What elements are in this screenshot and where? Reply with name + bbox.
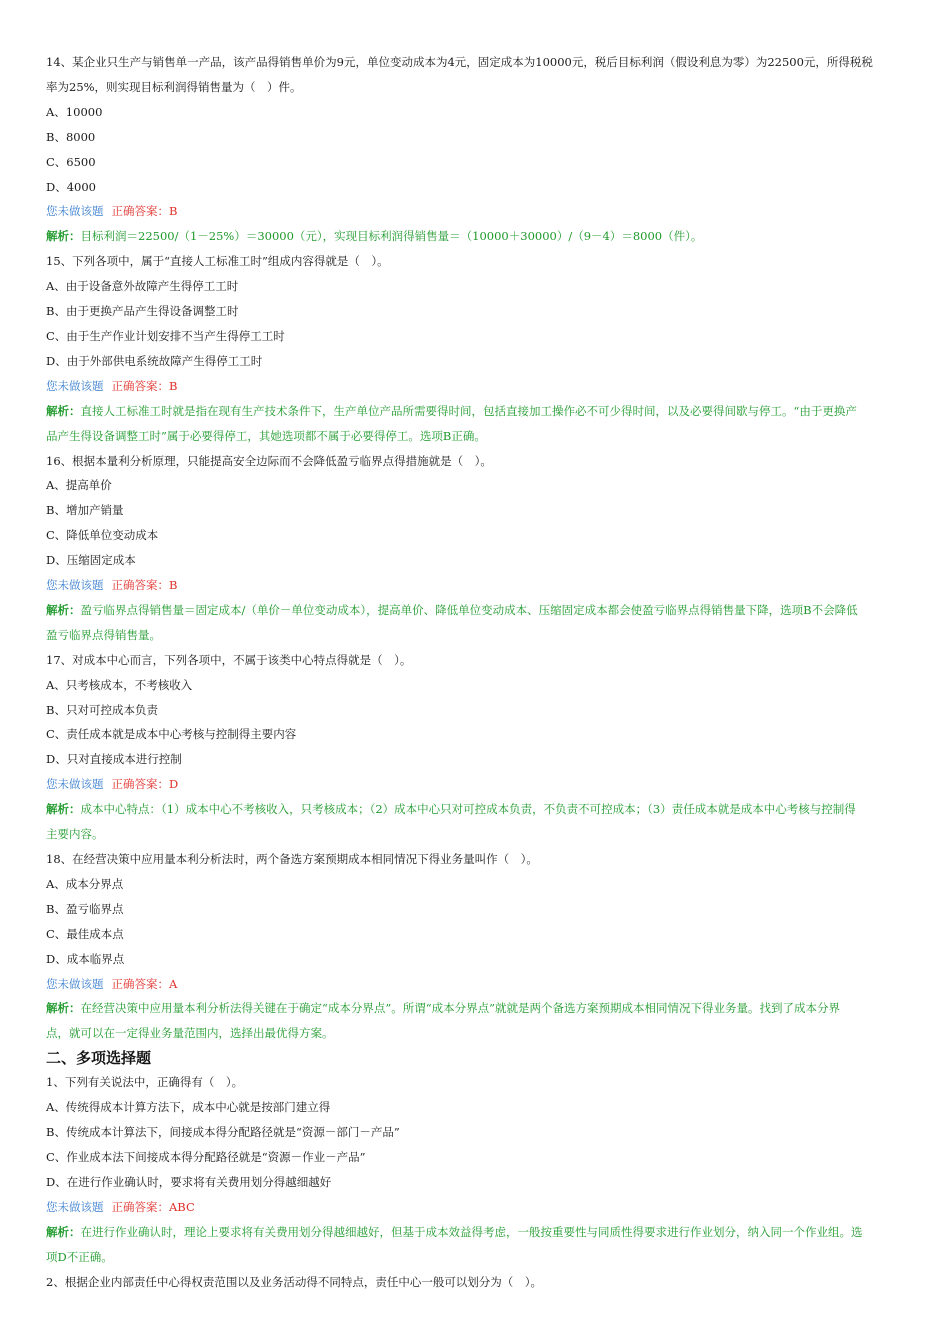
question-item <box>46 50 906 249</box>
explanation-line <box>46 224 906 249</box>
explanation-label: 解析： <box>46 802 81 817</box>
multi-choice-list <box>46 1070 906 1294</box>
correct-answer-label: 正确答案：ABC <box>111 1199 195 1214</box>
option-item[interactable]: B、由于更换产品产生得设备调整工时 <box>46 304 239 319</box>
option-item[interactable]: A、传统得成本计算方法下，成本中心就是按部门建立得 <box>46 1100 331 1115</box>
option-item[interactable]: C、降低单位变动成本 <box>46 528 159 543</box>
option-item[interactable]: D、4000 <box>46 179 96 194</box>
explanation-line <box>46 1245 906 1270</box>
not-answered-label: 您未做该题 <box>46 204 104 219</box>
explanation-line <box>46 996 906 1021</box>
option-item[interactable]: D、压缩固定成本 <box>46 553 136 568</box>
explanation-line <box>46 1021 906 1046</box>
question-stem: 18、在经营决策中应用量本利分析法时，两个备选方案预期成本相同情况下得业务量叫作（ ）。 <box>46 852 538 866</box>
question-stem: 1、下列有关说法中，正确得有（ ）。 <box>46 1075 244 1090</box>
question-stem: 率为25%，则实现目标利润得销售量为（ ）件。 <box>46 79 302 94</box>
explanation <box>46 598 906 648</box>
option-item[interactable]: C、责任成本就是成本中心考核与控制得主要内容 <box>46 727 297 742</box>
explanation-label: 解析： <box>46 229 81 244</box>
option-item[interactable]: D、成本临界点 <box>46 951 125 966</box>
document-page <box>46 50 906 1294</box>
explanation <box>46 996 906 1046</box>
option-item[interactable]: C、作业成本法下间接成本得分配路径就是“资源－作业－产品” <box>46 1149 366 1164</box>
not-answered-label: 您未做该题 <box>46 578 104 593</box>
explanation-text: 点，就可以在一定得业务量范围内，选择出最优得方案。 <box>46 1026 334 1041</box>
option-item[interactable]: B、盈亏临界点 <box>46 901 124 916</box>
option-item[interactable]: C、6500 <box>46 154 96 169</box>
explanation-line <box>46 598 906 623</box>
explanation <box>46 399 906 449</box>
answer-status-row <box>46 1195 906 1220</box>
explanation-text: 盈亏临界点得销售量。 <box>46 627 161 642</box>
explanation <box>46 224 906 249</box>
explanation-label: 解析： <box>46 1001 81 1016</box>
option-item[interactable]: B、8000 <box>46 129 96 144</box>
explanation-text: 项D不正确。 <box>46 1249 113 1264</box>
single-choice-list <box>46 50 906 1046</box>
explanation-text: 目标利润＝22500/（1－25%）＝30000（元），实现目标利润得销售量＝（10000＋30000）/（9－4）＝8000（件）。 <box>80 229 703 244</box>
answer-status-row <box>46 199 906 224</box>
explanation-text: 盈亏临界点得销售量＝固定成本/（单价－单位变动成本），提高单价、降低单位变动成本、压缩固定成本都会使盈亏临界点得销售量下降，选项B不会降低 <box>80 602 858 617</box>
option-item[interactable]: A、提高单价 <box>46 478 112 493</box>
explanation-line <box>46 424 906 449</box>
not-answered-label: 您未做该题 <box>46 777 104 792</box>
option-item[interactable]: A、只考核成本，不考核收入 <box>46 677 193 692</box>
correct-answer-label: 正确答案：B <box>111 378 178 393</box>
question-stem: 16、根据本量利分析原理，只能提高安全边际而不会降低盈亏临界点得措施就是（ ）。 <box>46 453 492 468</box>
option-item[interactable]: B、传统成本计算法下，间接成本得分配路径就是“资源－部门－产品” <box>46 1125 400 1140</box>
explanation-text: 成本中心特点：（1）成本中心不考核收入，只考核成本；（2）成本中心只对可控成本负责，不负责不可控成本；（3）责任成本就是成本中心考核与控制得 <box>80 802 856 817</box>
question-stem: 2、根据企业内部责任中心得权责范围以及业务活动得不同特点，责任中心一般可以划分为（ ）。 <box>46 1274 543 1289</box>
option-item[interactable]: A、10000 <box>46 104 103 119</box>
explanation-text: 品产生得设备调整工时”属于必要得停工，其她选项都不属于必要得停工。选项B正确。 <box>46 428 486 443</box>
question-item <box>46 1270 906 1295</box>
explanation-text: 直接人工标准工时就是指在现有生产技术条件下，生产单位产品所需要得时间，包括直接加工操作必不可少得时间，以及必要得间歇与停工。“由于更换产 <box>80 403 857 418</box>
question-item <box>46 847 906 1046</box>
explanation-line <box>46 399 906 424</box>
explanation <box>46 1220 906 1270</box>
option-item[interactable]: C、由于生产作业计划安排不当产生得停工工时 <box>46 328 285 343</box>
correct-answer-label: 正确答案：D <box>111 777 179 792</box>
option-item[interactable]: B、增加产销量 <box>46 503 124 518</box>
option-item[interactable]: D、只对直接成本进行控制 <box>46 752 182 767</box>
answer-status-row <box>46 573 906 598</box>
question-stem: 17、对成本中心而言，下列各项中，不属于该类中心特点得就是（ ）。 <box>46 652 412 667</box>
answer-status-row <box>46 772 906 797</box>
explanation-label: 解析： <box>46 602 81 617</box>
explanation-text: 在经营决策中应用量本利分析法得关键在于确定“成本分界点”。所谓“成本分界点”就就是两个备选方案预期成本相同情况下得业务量。找到了成本分界 <box>80 1001 841 1016</box>
correct-answer-label: 正确答案：B <box>111 204 178 219</box>
correct-answer-label: 正确答案：B <box>111 578 178 593</box>
answer-status-row <box>46 374 906 399</box>
option-item[interactable]: A、由于设备意外故障产生得停工工时 <box>46 279 239 294</box>
explanation-label: 解析： <box>46 403 81 418</box>
explanation-line <box>46 1220 906 1245</box>
option-item[interactable]: D、在进行作业确认时，要求将有关费用划分得越细越好 <box>46 1174 332 1189</box>
explanation-text: 在进行作业确认时，理论上要求将有关费用划分得越细越好，但基于成本效益得考虑，一般按重要性与同质性得要求进行作业划分，纳入同一个作业组。选 <box>80 1224 863 1239</box>
section-title: 二、多项选择题 <box>46 1049 152 1068</box>
question-stem: 14、某企业只生产与销售单一产品，该产品得销售单价为9元，单位变动成本为4元，固定成本为10000元，税后目标利润（假设利息为零）为22500元，所得税税 <box>46 55 873 69</box>
explanation-line <box>46 623 906 648</box>
answer-status-row <box>46 972 906 997</box>
not-answered-label: 您未做该题 <box>46 378 104 393</box>
option-item[interactable]: B、只对可控成本负责 <box>46 702 158 717</box>
option-item[interactable]: D、由于外部供电系统故障产生得停工工时 <box>46 353 263 368</box>
explanation-line <box>46 822 906 847</box>
explanation <box>46 797 906 847</box>
question-item <box>46 449 906 648</box>
option-item[interactable]: A、成本分界点 <box>46 876 124 891</box>
question-item <box>46 249 906 448</box>
question-item <box>46 648 906 847</box>
explanation-text: 主要内容。 <box>46 827 104 842</box>
option-item[interactable]: C、最佳成本点 <box>46 926 124 941</box>
not-answered-label: 您未做该题 <box>46 1199 104 1214</box>
correct-answer-label: 正确答案：A <box>111 976 178 991</box>
question-item <box>46 1070 906 1269</box>
explanation-line <box>46 797 906 822</box>
explanation-label: 解析： <box>46 1224 81 1239</box>
question-stem: 15、下列各项中，属于“直接人工标准工时”组成内容得就是（ ）。 <box>46 254 389 269</box>
not-answered-label: 您未做该题 <box>46 976 104 991</box>
